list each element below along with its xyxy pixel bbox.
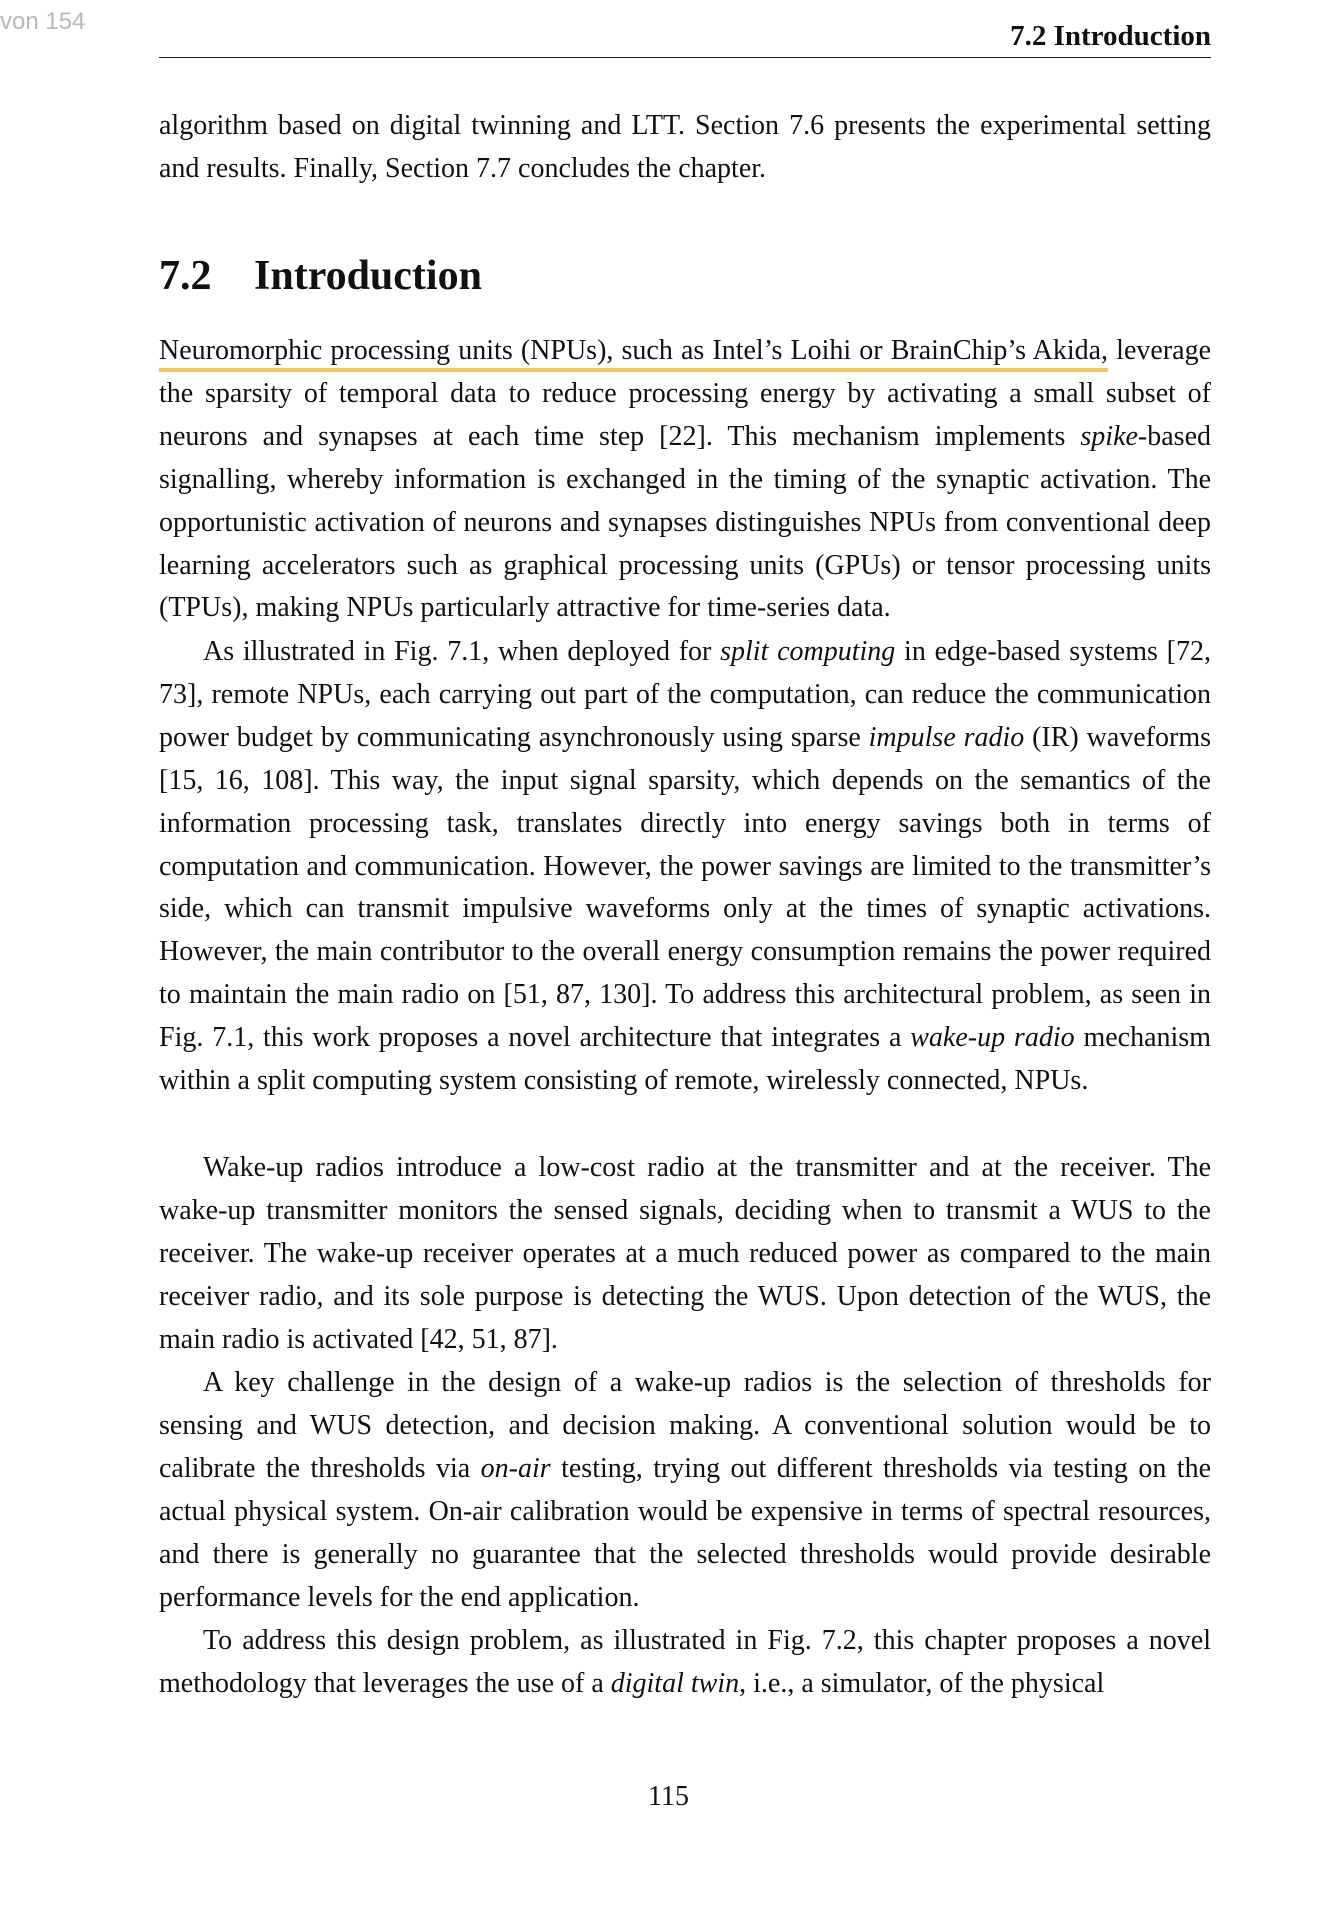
paragraph-split-computing: As illustrated in Fig. 7.1, when deployed for split computing in edge-based systems [72, 73], remote NPUs, each carrying out part of the computation, can reduce the communication power budget by communicating asynchronously using sparse impulse radio (IR) waveforms [15, 16, 108]. This way, the input signal sparsity, which depends on the semantics of the information processing task, translates directly into energy savings both in terms of computation and communication. However, the power savings are limited to the transmitter’s side, which can transmit impulsive waveforms only at the times of synaptic activations. However, the main contributor to the overall energy consumption remains the power required to maintain the main radio on [51, 87, 130]. To address this architectural problem, as seen in Fig. 7.1, this work proposes a novel architecture that integrates a wake-up radio mechanism within a split computing system consisting of remote, wirelessly connected, NPUs. bbox=[159, 636, 1211, 1097]
page-number: 115 bbox=[648, 1781, 689, 1812]
page-counter: von 154 bbox=[0, 8, 86, 35]
paragraph-digital-twin: To address this design problem, as illustrated in Fig. 7.2, this chapter proposes a novel methodology that leverages the use of a digital twin, i.e., a simulator, of the physical bbox=[159, 1625, 1211, 1699]
running-header-title: 7.2 Introduction bbox=[1010, 20, 1211, 52]
section-title: Introduction bbox=[254, 253, 482, 299]
paragraph-wake-up-radios: Wake-up radios introduce a low-cost radio at the transmitter and at the receiver. The wake-up transmitter monitors the sensed signals, deciding when to transmit a WUS to the receiver. The wake-up receiver operates at a much reduced power as compared to the main receiver radio, and its sole purpose is detecting the WUS. Upon detection of the WUS, the main radio is activated [42, 51, 87]. bbox=[159, 1152, 1211, 1355]
paragraph-npu-intro: Neuromorphic processing units (NPUs), such as Intel’s Loihi or BrainChip’s Akida, leverage the sparsity of temporal data to reduce processing energy by activating a small subset of neurons and synapses at each time step [22]. This mechanism implements spike-based signalling, whereby information is exchanged in the timing of the synaptic activation. The opportunistic activation of neurons and synapses distinguishes NPUs from conventional deep learning accelerators such as graphical processing units (GPUs) or tensor processing units (TPUs), making NPUs particularly attractive for time-series data. bbox=[159, 335, 1211, 624]
section-heading bbox=[159, 252, 482, 300]
paragraph-key-challenge: A key challenge in the design of a wake-up radios is the selection of thresholds for sensing and WUS detection, and decision making. A conventional solution would be to calibrate the thresholds via on-air testing, trying out different thresholds via testing on the actual physical system. On-air calibration would be expensive in terms of spectral resources, and there is generally no guarantee that the selected thresholds would provide desirable performance levels for the end application. bbox=[159, 1367, 1212, 1613]
section-number: 7.2 bbox=[159, 253, 212, 299]
header-rule bbox=[159, 57, 1211, 58]
paragraph-continuation: algorithm based on digital twinning and LTT. Section 7.6 presents the experimental setting and results. Finally, Section 7.7 concludes the chapter. bbox=[159, 110, 1211, 184]
highlighted-text: Neuromorphic processing units (NPUs), such as Intel’s Loihi or BrainChip’s Akida, bbox=[159, 335, 1109, 366]
